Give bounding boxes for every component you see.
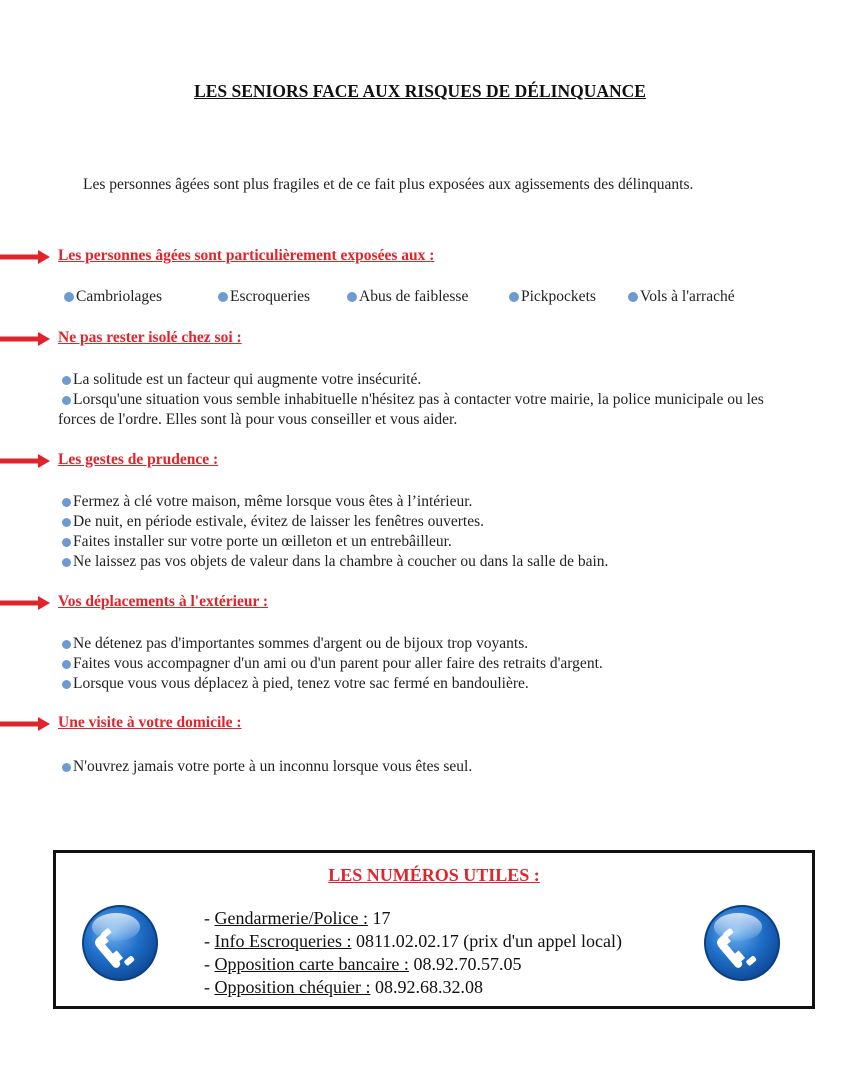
risk-item: Cambriolages xyxy=(64,288,162,306)
bullet-icon xyxy=(347,292,357,302)
list-item: Lorsque vous vous déplacez à pied, tenez votre sac fermé en bandoulière. xyxy=(58,674,853,694)
page-title: LES SENIORS FACE AUX RISQUES DE DÉLINQUANCE xyxy=(194,81,646,101)
number-entry-scam-info: - Info Escroqueries : 0811.02.02.17 (prix d'un appel local) xyxy=(204,931,622,951)
section-heading-exposure: Les personnes âgées sont particulièrement exposées aux : xyxy=(58,247,435,264)
bullet-icon xyxy=(62,498,71,507)
bullet-icon xyxy=(218,292,228,302)
number-label: Opposition carte bancaire : xyxy=(214,954,409,974)
bullet-icon xyxy=(62,558,71,567)
list-item: De nuit, en période estivale, évitez de laisser les fenêtres ouvertes. xyxy=(58,512,853,532)
arrow-right-icon xyxy=(0,332,50,346)
bullet-icon xyxy=(62,376,71,385)
phone-icon xyxy=(80,903,160,983)
bullet-icon xyxy=(62,680,71,689)
number-value: 08.92.70.57.05 xyxy=(408,954,522,974)
risk-item: Escroqueries xyxy=(218,288,310,306)
risk-item: Vols à l'arraché xyxy=(628,288,735,306)
bullet-icon xyxy=(62,396,71,405)
bullet-icon xyxy=(628,292,638,302)
list-item: Faites vous accompagner d'un ami ou d'un parent pour aller faire des retraits d'argent. xyxy=(58,654,853,674)
useful-numbers-title: LES NUMÉROS UTILES : xyxy=(328,865,540,885)
list-item: Fermez à clé votre maison, même lorsque vous êtes à l’intérieur. xyxy=(58,492,853,512)
number-value: 0811.02.02.17 (prix d'un appel local) xyxy=(351,931,622,951)
number-value: 17 xyxy=(367,908,391,928)
bullet-icon xyxy=(62,518,71,527)
arrow-right-icon xyxy=(0,717,50,731)
number-entry-police: - Gendarmerie/Police : 17 xyxy=(204,908,391,928)
list-item: Faites installer sur votre porte un œilleton et un entrebâilleur. xyxy=(58,532,853,552)
section-heading-prudence: Les gestes de prudence : xyxy=(58,451,219,468)
list-item: La solitude est un facteur qui augmente votre insécurité. xyxy=(58,370,853,390)
list-item: Lorsqu'une situation vous semble inhabituelle n'hésitez pas à contacter votre mairie, la police municipale ou les xyxy=(58,390,853,410)
number-entry-card-block: - Opposition carte bancaire : 08.92.70.57.05 xyxy=(204,954,522,974)
number-label: Gendarmerie/Police : xyxy=(214,908,368,928)
arrow-right-icon xyxy=(0,250,50,264)
list-item: Ne détenez pas d'importantes sommes d'argent ou de bijoux trop voyants. xyxy=(58,634,853,654)
list-item: N'ouvrez jamais votre porte à un inconnu lorsque vous êtes seul. xyxy=(58,757,853,777)
risk-item: Abus de faiblesse xyxy=(347,288,468,306)
section-heading-outside: Vos déplacements à l'extérieur : xyxy=(58,593,269,610)
section-heading-isolation: Ne pas rester isolé chez soi : xyxy=(58,329,242,346)
number-label: Opposition chéquier : xyxy=(214,977,371,997)
bullet-icon xyxy=(62,763,71,772)
number-label: Info Escroqueries : xyxy=(214,931,352,951)
bullet-icon xyxy=(62,640,71,649)
list-item-continuation: forces de l'ordre. Elles sont là pour vous conseiller et vous aider. xyxy=(58,411,458,428)
bullet-icon xyxy=(62,538,71,547)
phone-icon xyxy=(702,903,782,983)
risk-item: Pickpockets xyxy=(509,288,596,306)
intro-text: Les personnes âgées sont plus fragiles et de ce fait plus exposées aux agissements des délinquants. xyxy=(83,176,694,193)
useful-numbers-box xyxy=(53,850,815,1009)
list-item: Ne laissez pas vos objets de valeur dans la chambre à coucher ou dans la salle de bain. xyxy=(58,552,853,572)
number-value: 08.92.68.32.08 xyxy=(370,977,483,997)
numbers-list xyxy=(204,907,622,999)
arrow-right-icon xyxy=(0,454,50,468)
arrow-right-icon xyxy=(0,596,50,610)
bullet-icon xyxy=(509,292,519,302)
bullet-icon xyxy=(64,292,74,302)
bullet-icon xyxy=(62,660,71,669)
section-heading-visit: Une visite à votre domicile : xyxy=(58,714,242,731)
number-entry-checkbook-block: - Opposition chéquier : 08.92.68.32.08 xyxy=(204,977,483,997)
